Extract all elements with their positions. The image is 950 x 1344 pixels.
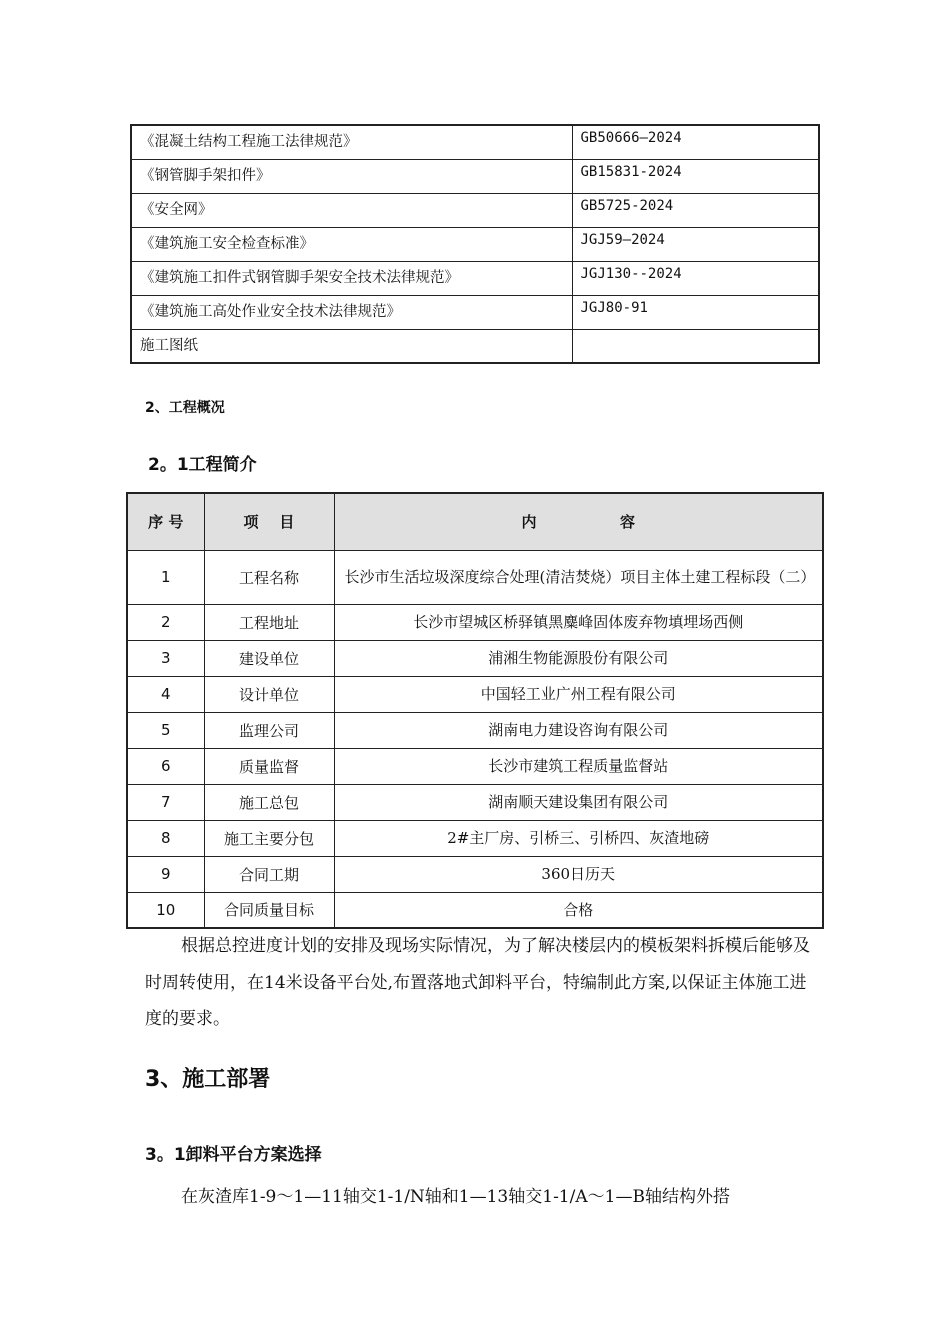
row-no: 1 — [127, 550, 204, 604]
header-item: 项 目 — [204, 493, 334, 550]
row-item: 工程地址 — [204, 604, 334, 640]
row-no: 2 — [127, 604, 204, 640]
table-row — [131, 227, 819, 261]
table-header-row — [127, 493, 823, 550]
standard-code — [572, 329, 819, 363]
row-item: 施工总包 — [204, 784, 334, 820]
table-row — [131, 261, 819, 295]
row-no: 9 — [127, 856, 204, 892]
standard-name: 《钢管脚手架扣件》 — [131, 159, 572, 193]
row-item: 设计单位 — [204, 676, 334, 712]
standard-name: 《建筑施工安全检查标准》 — [131, 227, 572, 261]
header-content: 内 容 — [334, 493, 823, 550]
standard-name: 施工图纸 — [131, 329, 572, 363]
table-row — [131, 125, 819, 159]
standard-name: 《建筑施工扣件式钢管脚手架安全技术法律规范》 — [131, 261, 572, 295]
table-row — [127, 892, 823, 928]
body-paragraph: 根据总控进度计划的安排及现场实际情况，为了解决楼层内的模板架料拆模后能够及时周转使用，在14米设备平台处,布置落地式卸料平台，特编制此方案,以保证主体施工进度的要求。 — [145, 936, 810, 1029]
row-content: 湖南电力建设咨询有限公司 — [334, 712, 823, 748]
table-row — [127, 604, 823, 640]
row-item: 建设单位 — [204, 640, 334, 676]
row-content: 浦湘生物能源股份有限公司 — [334, 640, 823, 676]
row-content: 长沙市望城区桥驿镇黑麋峰固体废弃物填埋场西侧 — [334, 604, 823, 640]
standard-code: GB50666—2024 — [572, 125, 819, 159]
row-content: 湖南顺天建设集团有限公司 — [334, 784, 823, 820]
row-content: 2#主厂房、引桥三、引桥四、灰渣地磅 — [334, 820, 823, 856]
row-no: 6 — [127, 748, 204, 784]
row-item: 合同工期 — [204, 856, 334, 892]
standard-code: GB5725-2024 — [572, 193, 819, 227]
table-row — [127, 820, 823, 856]
row-item: 质量监督 — [204, 748, 334, 784]
row-no: 4 — [127, 676, 204, 712]
row-item: 监理公司 — [204, 712, 334, 748]
row-item: 施工主要分包 — [204, 820, 334, 856]
header-no: 序 号 — [127, 493, 204, 550]
row-no: 8 — [127, 820, 204, 856]
row-no: 5 — [127, 712, 204, 748]
row-item: 合同质量目标 — [204, 892, 334, 928]
section-2-1-heading: 2。1工程简介 — [148, 455, 257, 475]
row-content: 中国轻工业广州工程有限公司 — [334, 676, 823, 712]
row-content: 合格 — [334, 892, 823, 928]
table-row — [127, 748, 823, 784]
row-no: 3 — [127, 640, 204, 676]
table-row — [127, 550, 823, 604]
section-2-heading: 2、工程概况 — [145, 400, 225, 416]
table-row — [127, 676, 823, 712]
standard-name: 《建筑施工高处作业安全技术法律规范》 — [131, 295, 572, 329]
table-row — [127, 712, 823, 748]
table-row — [131, 295, 819, 329]
table-row — [127, 856, 823, 892]
row-no: 10 — [127, 892, 204, 928]
section-3-1-heading: 3。1卸料平台方案选择 — [145, 1145, 322, 1165]
standards-table — [130, 124, 820, 364]
standard-code: JGJ59—2024 — [572, 227, 819, 261]
body-paragraph: 在灰渣库1-9～1—11轴交1-1/N轴和1—13轴交1-1/A～1—B轴结构外搭 — [181, 1187, 730, 1207]
standard-code: JGJ80-91 — [572, 295, 819, 329]
row-content: 长沙市生活垃圾深度综合处理(清洁焚烧）项目主体土建工程标段（二） — [334, 550, 823, 604]
standard-name: 《混凝土结构工程施工法律规范》 — [131, 125, 572, 159]
table-row — [127, 784, 823, 820]
row-content: 长沙市建筑工程质量监督站 — [334, 748, 823, 784]
row-item: 工程名称 — [204, 550, 334, 604]
section-3-heading: 3、施工部署 — [145, 1067, 271, 1092]
table-row — [131, 329, 819, 363]
row-content: 360日历天 — [334, 856, 823, 892]
standard-code: JGJ130--2024 — [572, 261, 819, 295]
standard-name: 《安全网》 — [131, 193, 572, 227]
table-row — [127, 640, 823, 676]
table-row — [131, 193, 819, 227]
row-no: 7 — [127, 784, 204, 820]
table-row — [131, 159, 819, 193]
standard-code: GB15831-2024 — [572, 159, 819, 193]
project-overview-table — [126, 492, 824, 929]
